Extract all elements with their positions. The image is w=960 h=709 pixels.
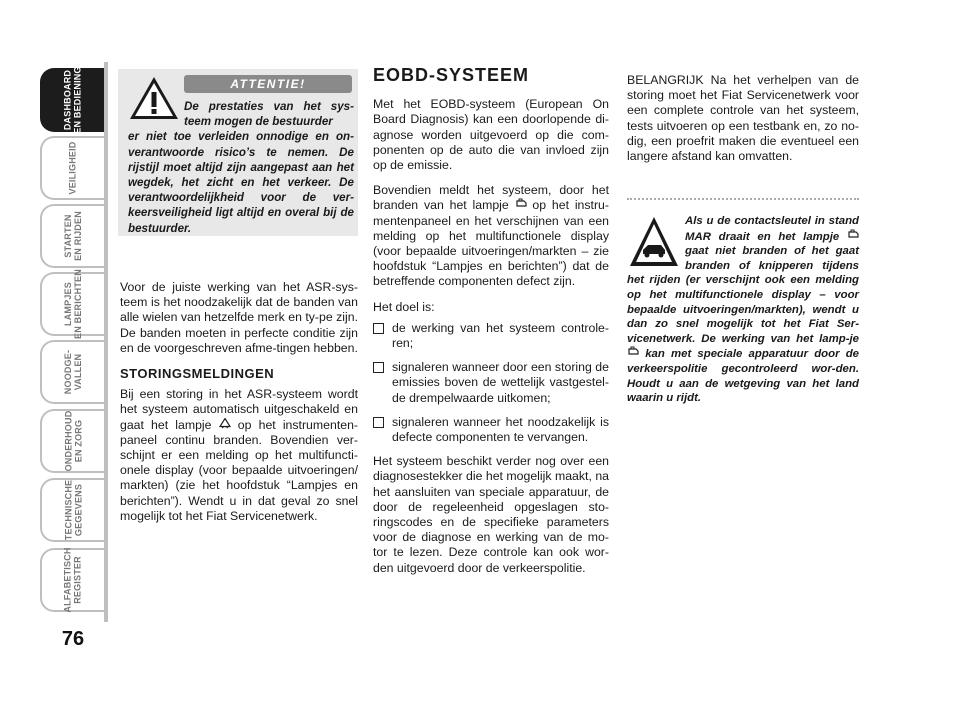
note-text-b: gaat niet branden of het gaat branden of knipperen tijdens het rijden (er verschijnt ook een melding op het multifunctionele display – voor bepaalde uitvoeringen/markten), wendt u dan zo snel mogelijk tot het Fiat Ser-vicenetwerk. De werking van het lamp-je [627, 245, 859, 345]
eobd-text-a: Bovendien meldt het systeem, door het branden van het lampje [373, 183, 609, 213]
tab-divider [104, 62, 108, 622]
storing-text-a: Bij een storing in het ASR-systeem wordt het systeem automatisch uitgeschakeld en gaat het lampje [120, 387, 358, 432]
warning-box [118, 69, 358, 236]
note-text-a: Als u de contactsleutel in stand MAR draait en het lampje [685, 215, 859, 243]
goal-intro: Het doel is: [373, 299, 435, 314]
engine-lamp-icon [627, 346, 639, 357]
checkbox-bullet-icon [373, 323, 384, 334]
tab-label: ONDERHOUD EN ZORG [63, 410, 83, 472]
belangrijk-paragraph: BELANGRIJK Na het verhelpen van de storing moet het Fiat Servicenetwerk voor een complete controle van het systeem, tests uitvoeren op een testbank en, zo no-dig, een proefrit maken die eventueel een langere afstand kan omvatten. [627, 73, 859, 164]
engine-lamp-icon [847, 229, 859, 240]
dotted-divider [627, 198, 859, 200]
list-item [373, 360, 609, 406]
asr-paragraph: Voor de juiste werking van het ASR-sys-teem is het noodzakelijk dat de banden van alle wielen van hetzelfde merk en ty-pe zijn. De banden moeten in perfecte conditie zijn en de voorgeschreven afme-tingen hebben. [120, 280, 358, 355]
list-item-text: signaleren wanneer het noodzakelijk is defecte componenten te vervangen. [392, 414, 609, 445]
column-1 [120, 280, 358, 534]
checkbox-bullet-icon [373, 362, 384, 373]
eobd-lamp-paragraph [373, 183, 609, 289]
note-text-c: kan met speciale apparatuur door de verkeerspolitie gecontroleerd wor-den. Houdt u aan de wetgeving van het land waarin u rijdt. [627, 348, 860, 405]
section-heading-storingsmeldingen: STORINGSMELDINGEN [120, 366, 275, 382]
warning-body: er niet toe verleiden onnodige en on-verantwoorde risico’s te nemen. De rijstijl moet altijd zijn aangepast aan het wegdek, het zicht en het verkeer. De verantwoordelijkheid voor de ver-keersveiligheid ligt altijd en overal bij de bestuurder. [128, 130, 354, 235]
tab-4[interactable] [40, 340, 104, 404]
engine-lamp-icon [515, 198, 527, 209]
eobd-intro: Met het EOBD-systeem (European On Board Diagnosis) kan een doorlopende di-agnose worden uitgevoerd op die com-ponenten op de auto die van invloed zijn op de emissie. [373, 97, 609, 173]
tab-5[interactable] [40, 409, 104, 473]
tab-label: TECHNISCHE GEGEVENS [62, 479, 83, 541]
tab-label: DASHBOARD EN BEDIENING [63, 66, 84, 134]
storing-text-b: op het instrumenten-paneel continu branden. Bovendien ver-schijnt er een melding op het multifuncti-onele display (voor bepaalde uitvoeringen/ markten) (zie het hoofdstuk “Lampjes en berichten”). Wendt u in dat geval zo snel mogelijk tot het Fiat Servicenetwerk. [120, 417, 359, 523]
list-item-text: signaleren wanneer door een storing de emissies boven de wettelijk vastgestel-de drempelwaarde uitkomen; [392, 360, 609, 405]
warning-header: ATTENTIE! [184, 75, 352, 93]
diagnose-paragraph: Het systeem beschikt verder nog over een diagnosestekker die het mogelijk maakt, na het aansluiten van speciale apparatuur, de door de regeleenheid opgeslagen sto-ringscodes en de specifieke parameters voor de diagnose en werking van de mo-tor te lezen. Deze controle kan ook wor-den uitgevoerd door de verkeerspolitie. [373, 454, 609, 575]
list-item-text: de werking van het systeem controle-ren; [392, 320, 609, 351]
car-warning-triangle-icon [627, 214, 681, 270]
list-item [373, 321, 609, 351]
page-number: 76 [61, 628, 85, 650]
tab-label: NOODGE- VALLEN [63, 349, 83, 395]
tab-7[interactable] [40, 548, 104, 612]
asr-lamp-icon [219, 418, 231, 429]
tab-1[interactable] [40, 136, 104, 200]
tab-3[interactable] [40, 269, 104, 339]
tab-0[interactable] [40, 68, 104, 132]
tab-label: STARTEN EN RIJDEN [63, 211, 83, 261]
note-box [627, 214, 859, 406]
section-title-eobd: EOBD-SYSTEEM [373, 65, 530, 85]
warning-first-line: De prestaties van het sys-teem mogen de bestuurder [184, 100, 354, 129]
list-item [373, 415, 609, 445]
warning-text [128, 99, 354, 236]
storing-paragraph [120, 387, 358, 524]
tab-label: ALFABETISCH REGISTER [63, 547, 84, 613]
checkbox-bullet-icon [373, 417, 384, 428]
tab-6[interactable] [40, 478, 104, 542]
column-2 [373, 65, 609, 586]
tab-label: VEILIGHEID [67, 141, 78, 195]
eobd-text-b: op het instru-mentenpaneel en het verschijnen van een melding op het multifunctionele display (voor bepaalde uitvoeringen/markten – zie hoofdstuk “Lampjes en berichten”) dat de betreffende componenten defect zijn. [373, 198, 609, 289]
tab-label: LAMPJES EN BERICHTEN [63, 269, 83, 339]
tab-2[interactable] [40, 204, 104, 268]
column-3 [627, 73, 859, 174]
